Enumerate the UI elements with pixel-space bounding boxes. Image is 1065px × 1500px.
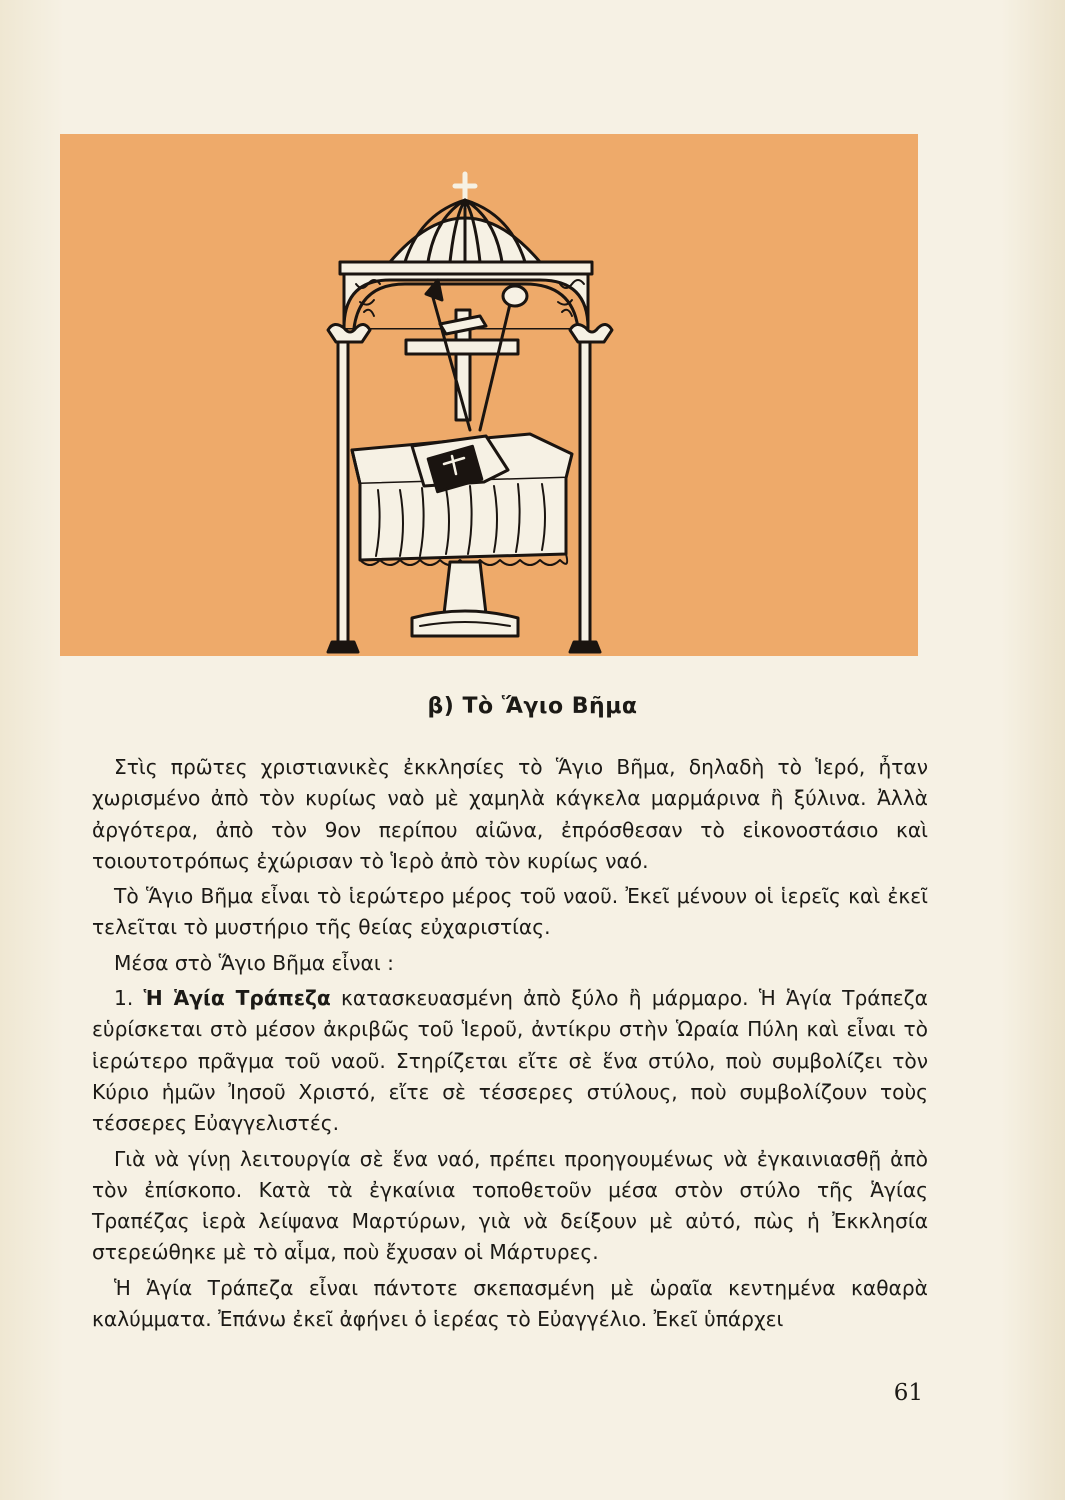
holy-altar-drawing: [60, 134, 918, 656]
list-number: 1.: [114, 986, 134, 1011]
paragraph: Τὸ Ἅγιο Βῆμα εἶναι τὸ ἱερώτερο μέρος τοῦ ναοῦ. Ἐκεῖ μένουν οἱ ἱερεῖς καὶ ἐκεῖ τελεῖται τὸ μυστήριο τῆς θείας εὐχαριστίας.: [92, 884, 928, 940]
bold-term: Ἡ Ἁγία Τράπεζα: [143, 986, 331, 1011]
paragraph-text: κατασκευασμένη ἀπὸ ξύλο ἢ μάρμαρο. Ἡ Ἁγία Τράπεζα εὑρίσκεται στὸ μέσον ἀκριβῶς τοῦ Ἱεροῦ, ἀντίκρυ στὴν Ὡραία Πύλη καὶ εἶναι τὸ ἱερώτερο πρᾶγμα τοῦ ναοῦ. Στηρίζεται εἴτε σὲ ἕνα στύλο, ποὺ συμβολίζει τὸν Κύριο ἡμῶν Ἰησοῦ Χριστό, εἴτε σὲ τέσσερες στύλους, ποὺ συμβολίζουν τοὺς τέσσερες Εὐαγγελιστές.: [92, 986, 928, 1136]
paragraph: Μέσα στὸ Ἅγιο Βῆμα εἶναι :: [114, 950, 394, 975]
figure-caption: β) Τὸ Ἅγιο Βῆμα: [427, 694, 638, 719]
body-text: [92, 752, 928, 1339]
paragraph: Στὶς πρῶτες χριστιανικὲς ἐκκλησίες τὸ Ἅγιο Βῆμα, δηλαδὴ τὸ Ἱερό, ἦταν χωρισμένο ἀπὸ τὸν κυρίως ναὸ μὲ χαμηλὰ κάγκελα μαρμάρινα ἢ ξύλινα. Ἀλλὰ ἀργότερα, ἀπὸ τὸν 9ον περίπου αἰῶνα, ἐπρόσθεσαν τὸ εἰκονοστάσιο καὶ τοιουτοτρόπως ἐχώρισαν τὸ Ἱερὸ ἀπὸ τὸν κυρίως ναό.: [92, 755, 928, 873]
page-number: 61: [893, 1380, 923, 1406]
paragraph-numbered: [92, 983, 928, 1139]
paragraph: Γιὰ νὰ γίνῃ λειτουργία σὲ ἕνα ναό, πρέπει προηγουμένως νὰ ἐγκαινιασθῇ ἀπὸ τὸν ἐπίσκοπο. Κατὰ τὰ ἐγκαίνια τοποθετοῦν μέσα στὸν στύλο τῆς Ἁγίας Τραπέζας ἱερὰ λείψανα Μαρτύρων, γιὰ νὰ δείξουν μὲ αὐτό, πὼς ἡ Ἐκκλησία στερεώθηκε μὲ τὸ αἷμα, ποὺ ἔχυσαν οἱ Μάρτυρες.: [92, 1146, 928, 1265]
paragraph: Ἡ Ἁγία Τράπεζα εἶναι πάντοτε σκεπασμένη μὲ ὡραῖα κεντημένα καθαρὰ καλύμματα. Ἐπάνω ἐκεῖ ἀφήνει ὁ ἱερέας τὸ Εὐαγγέλιο. Ἐκεῖ ὑπάρχει: [92, 1275, 928, 1332]
altar-illustration: [60, 134, 918, 656]
